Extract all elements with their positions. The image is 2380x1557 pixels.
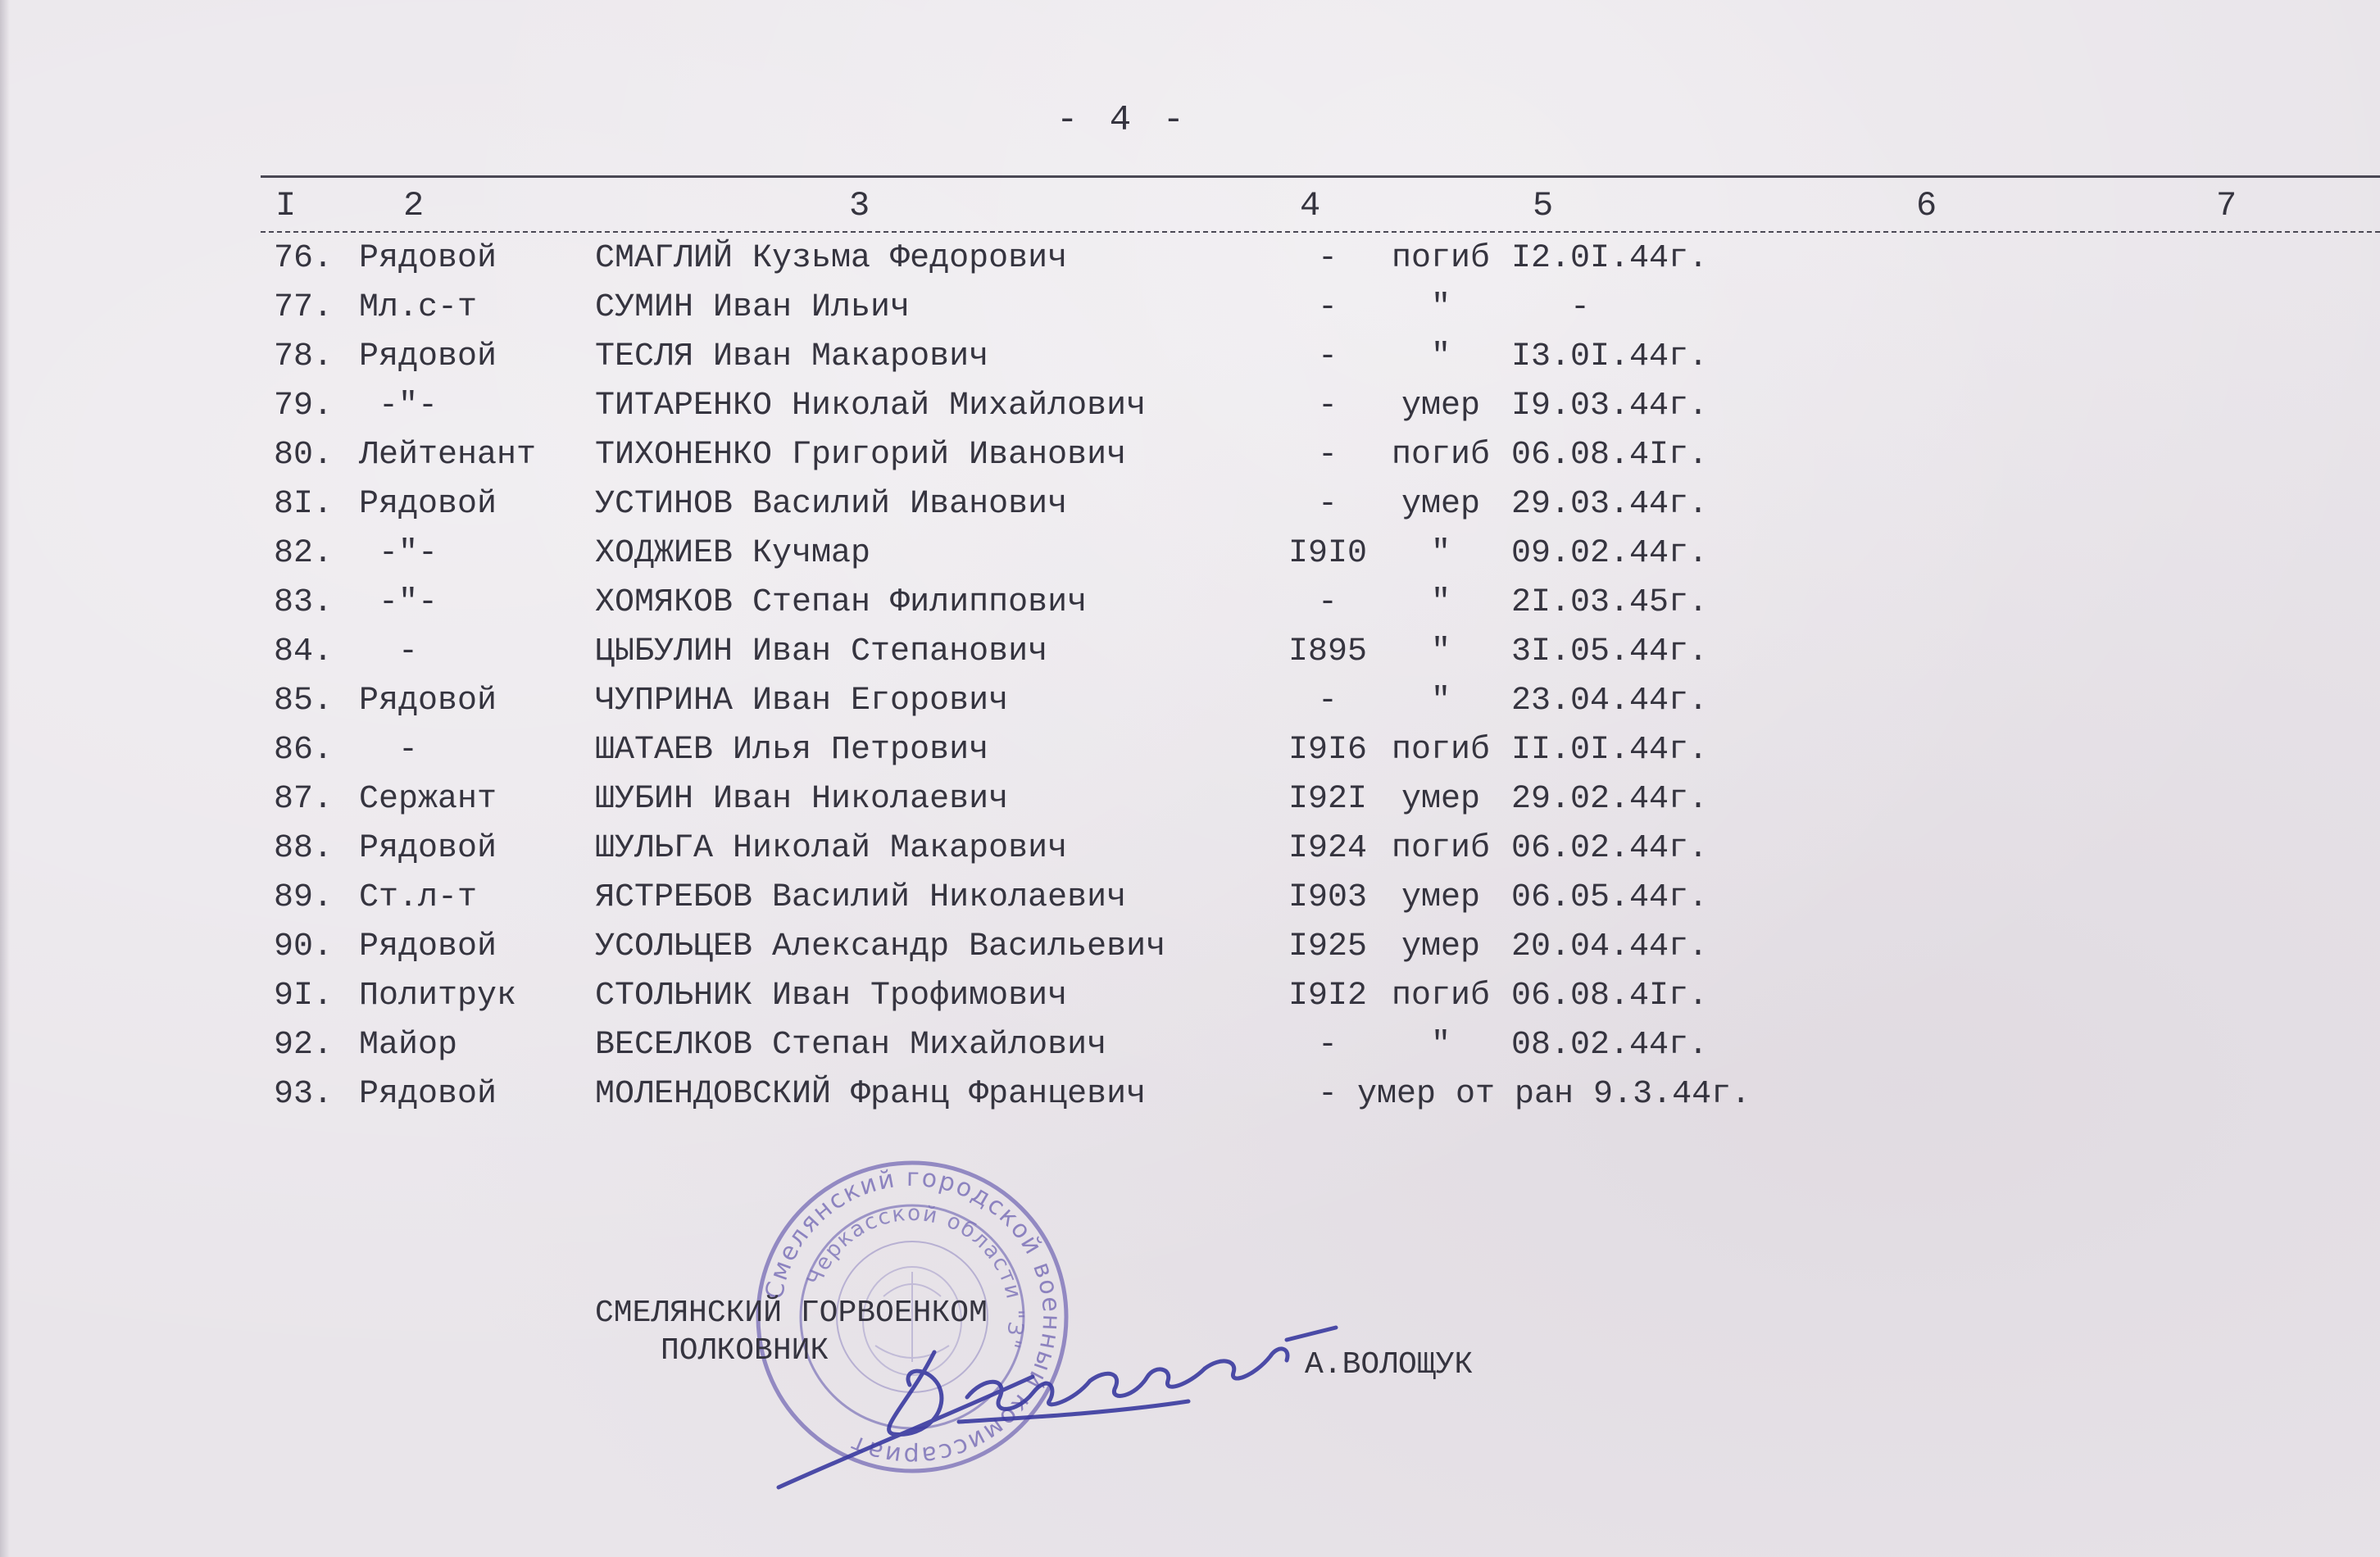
row-birth-year: - bbox=[1317, 1027, 1338, 1064]
row-date: 20.04.44г. bbox=[1511, 928, 1709, 965]
row-birth-year: - bbox=[1317, 289, 1338, 326]
table-row bbox=[0, 923, 2380, 972]
signatory-name: А.ВОЛОЩУК bbox=[1305, 1347, 1474, 1382]
row-status: " bbox=[1430, 289, 1451, 326]
row-full-name: ШУБИН Иван Николаевич bbox=[595, 781, 1009, 818]
stamp-inner-text: Черкасской области "З" bbox=[802, 1201, 1029, 1352]
row-number: 82. bbox=[274, 535, 334, 572]
table-row bbox=[0, 972, 2380, 1021]
row-date: 23.04.44г. bbox=[1511, 683, 1709, 719]
row-birth-year: - bbox=[1317, 584, 1338, 621]
table-row bbox=[0, 579, 2380, 628]
row-number: 83. bbox=[274, 584, 334, 621]
row-number: 90. bbox=[274, 928, 334, 965]
row-rank: Рядовой bbox=[359, 1076, 497, 1113]
row-number: 84. bbox=[274, 633, 334, 670]
row-rank: Рядовой bbox=[359, 240, 497, 277]
table-row bbox=[0, 824, 2380, 874]
row-date: 09.02.44г. bbox=[1511, 535, 1709, 572]
row-status: погиб bbox=[1391, 437, 1491, 474]
column-number-1: I bbox=[275, 186, 297, 225]
table-row bbox=[0, 874, 2380, 923]
row-rank: -"- bbox=[359, 535, 438, 572]
row-number: 88. bbox=[274, 830, 334, 867]
row-status: погиб bbox=[1391, 240, 1491, 277]
row-number: 8I. bbox=[274, 486, 334, 523]
column-number-2: 2 bbox=[403, 186, 425, 225]
row-rank: Лейтенант bbox=[359, 437, 537, 474]
row-birth-year: I925 bbox=[1288, 928, 1367, 965]
table-row bbox=[0, 382, 2380, 431]
row-rank: - bbox=[359, 633, 419, 670]
row-rank: Рядовой bbox=[359, 486, 497, 523]
row-full-name: ШАТАЕВ Илья Петрович bbox=[595, 732, 989, 769]
row-number: 92. bbox=[274, 1027, 334, 1064]
casualty-list bbox=[0, 234, 2380, 1119]
row-date: I9.03.44г. bbox=[1511, 388, 1709, 424]
row-birth-year: I92I bbox=[1288, 781, 1367, 818]
row-rank: -"- bbox=[359, 388, 438, 424]
row-date: - bbox=[1511, 289, 1591, 326]
row-number: 80. bbox=[274, 437, 334, 474]
row-birth-year: I9I0 bbox=[1288, 535, 1367, 572]
row-full-name: СМАГЛИЙ Кузьма Федорович bbox=[595, 240, 1068, 277]
row-rank: Майор bbox=[359, 1027, 458, 1064]
row-status: " bbox=[1430, 535, 1451, 572]
row-number: 76. bbox=[274, 240, 334, 277]
stamp-outer-text: Смелянский городской военный комиссариат bbox=[760, 1163, 1066, 1471]
row-rank: Рядовой bbox=[359, 830, 497, 867]
row-rank: Мл.с-т bbox=[359, 289, 478, 326]
column-number-5: 5 bbox=[1533, 186, 1554, 225]
row-number: 86. bbox=[274, 732, 334, 769]
row-date: I3.0I.44г. bbox=[1511, 338, 1709, 375]
row-full-name: СТОЛЬНИК Иван Трофимович bbox=[595, 978, 1068, 1015]
row-status: умер bbox=[1401, 928, 1480, 965]
row-full-name: СУМИН Иван Ильич bbox=[595, 289, 911, 326]
row-fate-note: - умер от ран 9.3.44г. bbox=[1318, 1076, 1751, 1113]
handwritten-signature bbox=[762, 1278, 1401, 1508]
row-number: 78. bbox=[274, 338, 334, 375]
row-full-name: ЦЫБУЛИН Иван Степанович bbox=[595, 633, 1048, 670]
row-date: I2.0I.44г. bbox=[1511, 240, 1709, 277]
column-number-3: 3 bbox=[849, 186, 870, 225]
row-birth-year: - bbox=[1317, 683, 1338, 719]
row-status: " bbox=[1430, 584, 1451, 621]
row-birth-year: I9I6 bbox=[1288, 732, 1367, 769]
row-status: умер bbox=[1401, 781, 1480, 818]
row-full-name: ЯСТРЕБОВ Василий Николаевич bbox=[595, 879, 1127, 916]
row-rank: Рядовой bbox=[359, 928, 497, 965]
row-full-name: УСОЛЬЦЕВ Александр Васильевич bbox=[595, 928, 1166, 965]
table-row bbox=[0, 234, 2380, 284]
row-date: 08.02.44г. bbox=[1511, 1027, 1709, 1064]
table-row bbox=[0, 1070, 2380, 1119]
row-full-name: ТИХОНЕНКО Григорий Иванович bbox=[595, 437, 1127, 474]
row-full-name: ХОДЖИЕВ Кучмар bbox=[595, 535, 871, 572]
row-birth-year: - bbox=[1317, 240, 1338, 277]
row-number: 85. bbox=[274, 683, 334, 719]
row-birth-year: I895 bbox=[1288, 633, 1367, 670]
row-birth-year: - bbox=[1317, 486, 1338, 523]
row-status: погиб bbox=[1391, 732, 1491, 769]
column-number-4: 4 bbox=[1300, 186, 1321, 225]
row-status: " bbox=[1430, 683, 1451, 719]
row-status: умер bbox=[1401, 388, 1480, 424]
signatory-rank: ПОЛКОВНИК bbox=[661, 1333, 829, 1369]
row-date: 06.02.44г. bbox=[1511, 830, 1709, 867]
row-full-name: УСТИНОВ Василий Иванович bbox=[595, 486, 1068, 523]
row-date: 29.02.44г. bbox=[1511, 781, 1709, 818]
row-rank: Ст.л-т bbox=[359, 879, 478, 916]
row-status: " bbox=[1430, 338, 1451, 375]
table-row bbox=[0, 333, 2380, 382]
table-row bbox=[0, 775, 2380, 824]
row-status: " bbox=[1430, 633, 1451, 670]
row-number: 89. bbox=[274, 879, 334, 916]
row-date: 2I.03.45г. bbox=[1511, 584, 1709, 621]
row-date: 06.08.4Iг. bbox=[1511, 437, 1709, 474]
column-number-7: 7 bbox=[2216, 186, 2237, 225]
row-birth-year: - bbox=[1317, 338, 1338, 375]
row-full-name: МОЛЕНДОВСКИЙ Франц Францевич bbox=[595, 1076, 1147, 1113]
row-full-name: ТЕСЛЯ Иван Макарович bbox=[595, 338, 989, 375]
row-rank: Политрук bbox=[359, 978, 517, 1015]
row-status: умер bbox=[1401, 879, 1480, 916]
row-status: " bbox=[1430, 1027, 1451, 1064]
row-birth-year: I9I2 bbox=[1288, 978, 1367, 1015]
row-number: 9I. bbox=[274, 978, 334, 1015]
signatory-title: СМЕЛЯНСКИЙ ГОРВОЕНКОМ bbox=[595, 1296, 988, 1331]
table-row bbox=[0, 284, 2380, 333]
row-rank: -"- bbox=[359, 584, 438, 621]
table-row bbox=[0, 529, 2380, 579]
table-row bbox=[0, 628, 2380, 677]
table-row bbox=[0, 480, 2380, 529]
row-rank: Сержант bbox=[359, 781, 497, 818]
column-number-6: 6 bbox=[1916, 186, 1937, 225]
row-rank: Рядовой bbox=[359, 683, 497, 719]
table-header-bottom-rule bbox=[261, 231, 2380, 233]
row-number: 87. bbox=[274, 781, 334, 818]
table-header-top-rule bbox=[261, 175, 2380, 178]
row-birth-year: - bbox=[1317, 388, 1338, 424]
row-birth-year: I924 bbox=[1288, 830, 1367, 867]
row-number: 79. bbox=[274, 388, 334, 424]
row-date: II.0I.44г. bbox=[1511, 732, 1709, 769]
row-rank: - bbox=[359, 732, 419, 769]
row-full-name: ЧУПРИНА Иван Егорович bbox=[595, 683, 1009, 719]
row-status: погиб bbox=[1391, 978, 1491, 1015]
row-birth-year: - bbox=[1317, 437, 1338, 474]
row-number: 93. bbox=[274, 1076, 334, 1113]
row-full-name: ВЕСЕЛКОВ Степан Михайлович bbox=[595, 1027, 1107, 1064]
row-number: 77. bbox=[274, 289, 334, 326]
row-date: 3I.05.44г. bbox=[1511, 633, 1709, 670]
row-date: 06.08.4Iг. bbox=[1511, 978, 1709, 1015]
row-full-name: ХОМЯКОВ Степан Филиппович bbox=[595, 584, 1088, 621]
row-rank: Рядовой bbox=[359, 338, 497, 375]
table-row bbox=[0, 726, 2380, 775]
table-row bbox=[0, 677, 2380, 726]
row-status: умер bbox=[1401, 486, 1480, 523]
row-date: 29.03.44г. bbox=[1511, 486, 1709, 523]
row-date: 06.05.44г. bbox=[1511, 879, 1709, 916]
row-birth-year: I903 bbox=[1288, 879, 1367, 916]
table-row bbox=[0, 431, 2380, 480]
page-number: - 4 - bbox=[1056, 100, 1190, 141]
table-row bbox=[0, 1021, 2380, 1070]
row-full-name: ТИТАРЕНКО Николай Михайлович bbox=[595, 388, 1147, 424]
row-status: погиб bbox=[1391, 830, 1491, 867]
row-full-name: ШУЛЬГА Николай Макарович bbox=[595, 830, 1068, 867]
